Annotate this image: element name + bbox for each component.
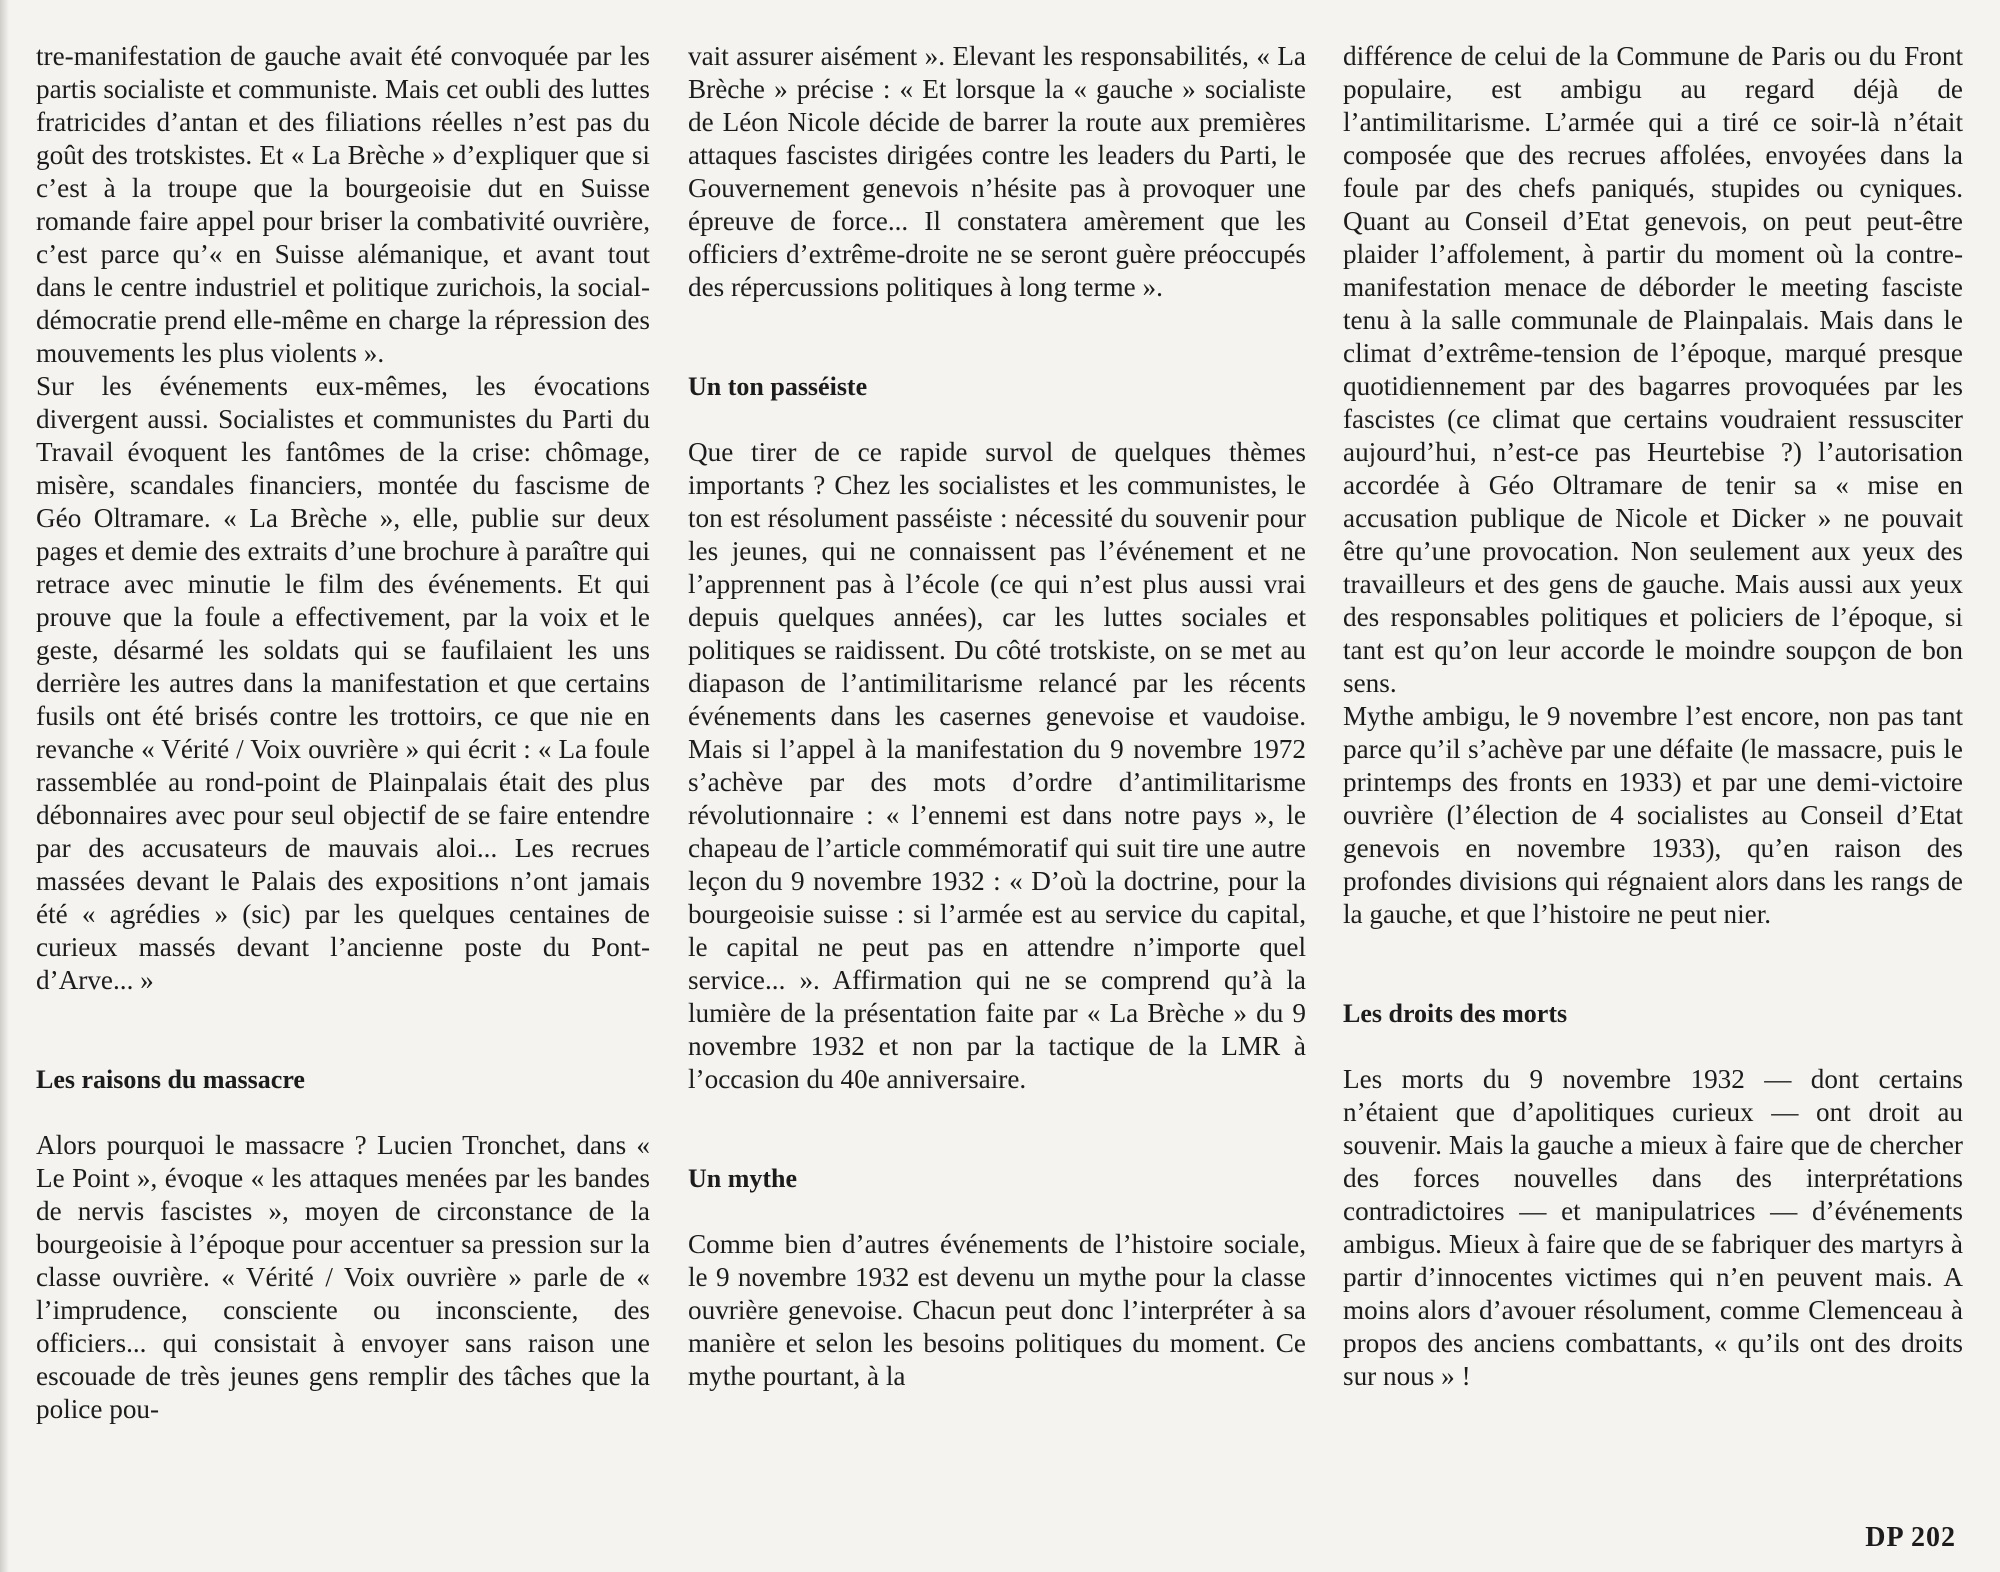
col3-paragraph-1: différence de celui de la Commune de Paris ou du Front populaire, est ambigu au regard déjà de l’antimilitarisme. L’armée qui a tiré ce soir-là n’était composée que des recrues affolées, envoyées dans la foule par des chefs paniqués, stupides ou cyniques. Quant au Conseil d’Etat genevois, on peut peut-être plaider l’affolement, à partir du moment où la contre-manifestation menace de déborder le meeting fasciste tenu à la salle communale de Plainpalais. Mais dans le climat d’extrême-tension de l’époque, marqué presque quotidiennement par des bagarres provoquées par les fascistes (ce climat que certains voudraient ressusciter aujourd’hui, n’est-ce pas Heurtebise ?) l’autorisation accordée à Géo Oltramare de tenir sa « mise en accusation publique de Nicole et Dicker » ne pouvait être qu’une provocation. Non seulement aux yeux des travailleurs et des gens de gauche. Mais aussi aux yeux des responsables politiques et policiers de l’époque, si tant est qu’on leur accorde le moindre soupçon de bon sens. xyxy=(1343,41,1963,698)
spacer xyxy=(688,403,1306,436)
column-1 xyxy=(36,40,650,1426)
page-number: DP 202 xyxy=(1865,1522,1956,1553)
col1-paragraph-2: Sur les événements eux-mêmes, les évocations divergent aussi. Socialistes et communistes du Parti du Travail évoquent les fantômes de la crise: chômage, misère, scandales financiers, montée du fascisme de Géo Oltramare. « La Brèche », elle, publie sur deux pages et demie des extraits d’une brochure à paraître qui retrace avec minutie le film des événements. Et qui prouve que la foule a effectivement, par la voix et le geste, désarmé les soldats qui se faufilaient les uns derrière les autres dans la manifestation et que certains fusils ont été brisés contre les trottoirs, ce que nie en revanche « Vérité / Voix ouvrière » qui écrit : « La foule rassemblée au rond-point de Plainpalais était des plus débonnaires avec pour seul objectif de se faire entendre par des accusateurs de mauvais aloi... Les recrues massées devant le Palais des expositions n’ont jamais été « agrédies » (sic) par les quelques centaines de curieux massés devant l’ancienne poste du Pont-d’Arve... » xyxy=(36,371,650,995)
spacer xyxy=(36,1096,650,1129)
heading-un-mythe: Un mythe xyxy=(688,1164,798,1193)
col3-paragraph-3: Les morts du 9 novembre 1932 — dont certains n’étaient que d’apolitiques curieux — ont droit au souvenir. Mais la gauche a mieux à faire que de chercher des forces nouvelles dans des interprétations contradictoires — et manipulatrices — d’événements ambigus. Mieux à faire que de se fabriquer des martyrs à partir d’innocentes victimes qui n’en peuvent mais. A moins alors d’avouer résolument, comme Clemenceau à propos des anciens combattants, « qu’ils ont des droits sur nous » ! xyxy=(1343,1064,1963,1391)
spacer xyxy=(688,1195,1306,1228)
col3-paragraph-2: Mythe ambigu, le 9 novembre l’est encore, non pas tant parce qu’il s’achève par une défaite (le massacre, puis le printemps des fronts en 1933) et par une demi-victoire ouvrière (l’élection de 4 socialistes au Conseil d’Etat genevois en novembre 1933), qu’en raison des profondes divisions qui régnaient alors dans les rangs de la gauche, et que l’histoire ne peut nier. xyxy=(1343,701,1963,929)
spacer xyxy=(36,997,650,1063)
column-3 xyxy=(1343,40,1963,1393)
heading-raisons-du-massacre: Les raisons du massacre xyxy=(36,1065,305,1094)
col1-paragraph-1: tre-manifestation de gauche avait été convoquée par les partis socialiste et communiste. Mais cet oubli des luttes fratricides d’antan et des filiations réelles n’est pas du goût des trotskistes. Et « La Brèche » d’expliquer que si c’est à la troupe que la bourgeoisie dut en Suisse romande faire appel pour briser la combativité ouvrière, c’est parce qu’« en Suisse alémanique, et avant tout dans le centre industriel et politique zurichois, la social-démocratie prend elle-même en charge la répression des mouvements les plus violents ». xyxy=(36,41,650,368)
heading-ton-passeiste: Un ton passéiste xyxy=(688,372,868,401)
col2-paragraph-1: vait assurer aisément ». Elevant les responsabilités, « La Brèche » précise : « Et lorsque la « gauche » socialiste de Léon Nicole décide de barrer la route aux premières attaques fascistes dirigées contre les leaders du Parti, le Gouvernement genevois n’hésite pas à provoquer une épreuve de force... Il constatera amèrement que les officiers d’extrême-droite ne se seront guère préoccupés des répercussions politiques à long terme ». xyxy=(688,41,1306,302)
spacer xyxy=(1343,1030,1963,1063)
spacer xyxy=(688,304,1306,370)
spacer xyxy=(688,1096,1306,1162)
column-2 xyxy=(688,40,1306,1393)
scan-margin-shadow xyxy=(0,0,9,1572)
col1-paragraph-3: Alors pourquoi le massacre ? Lucien Tronchet, dans « Le Point », évoque « les attaques menées par les bandes de nervis fascistes », moyen de circonstance de la bourgeoisie à l’époque pour accentuer sa pression sur la classe ouvrière. « Vérité / Voix ouvrière » parle de « l’imprudence, consciente ou inconsciente, des officiers... qui consistait à envoyer sans raison une escouade de très jeunes gens remplir des tâches que la police pou- xyxy=(36,1130,650,1424)
spacer xyxy=(1343,931,1963,997)
col2-paragraph-2: Que tirer de ce rapide survol de quelques thèmes importants ? Chez les socialistes et les communistes, le ton est résolument passéiste : nécessité du souvenir pour les jeunes, qui ne connaissent pas l’événement et ne l’apprennent pas à l’école (ce qui n’est plus aussi vrai depuis quelques années), car les luttes sociales et politiques se raidissent. Du côté trotskiste, on se met au diapason de l’antimilitarisme relancé par les récents événements dans les casernes genevoise et vaudoise. Mais si l’appel à la manifestation du 9 novembre 1972 s’achève par des mots d’ordre d’antimilitarisme révolutionnaire : « l’ennemi est dans notre pays », le chapeau de l’article commémoratif qui suit tire une autre leçon du 9 novembre 1932 : « D’où la doctrine, pour la bourgeoisie suisse : si l’armée est au service du capital, le capital ne peut pas en attendre n’importe quel service... ». Affirmation qui ne se comprend qu’à la lumière de la présentation faite par « La Brèche » du 9 novembre 1932 et non par la tactique de la LMR à l’occasion du 40e anniversaire. xyxy=(688,437,1306,1094)
col2-paragraph-3: Comme bien d’autres événements de l’histoire sociale, le 9 novembre 1932 est devenu un mythe pour la classe ouvrière genevoise. Chacun peut donc l’interpréter à sa manière et selon les besoins politiques du moment. Ce mythe pourtant, à la xyxy=(688,1229,1306,1391)
heading-droits-des-morts: Les droits des morts xyxy=(1343,999,1568,1028)
